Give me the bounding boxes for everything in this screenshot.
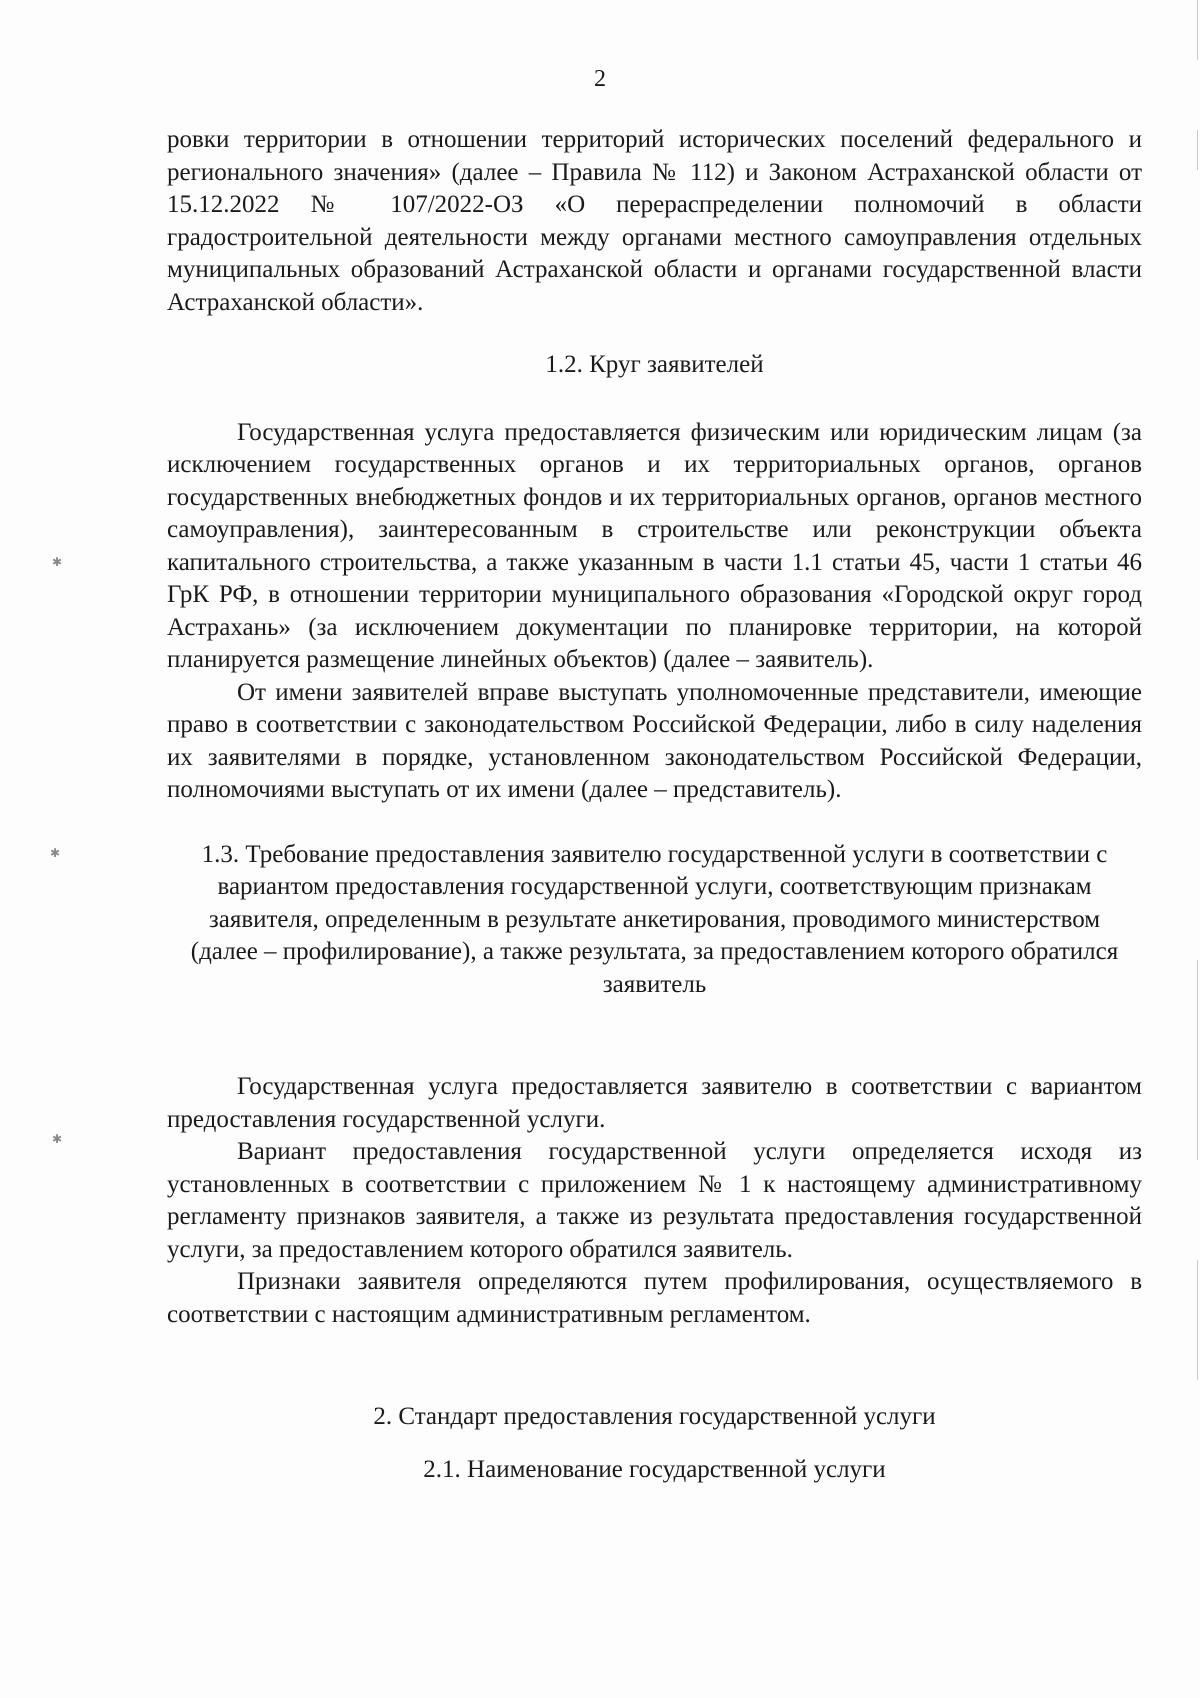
section-2-heading: 2. Стандарт предоставления государственной услуги xyxy=(373,1403,936,1430)
intro-paragraph: ровки территории в отношении территорий исторических поселений федерального и регионального значения» (далее – Правила № 112) и Законом Астраханской области от 15.12.2022 № 107/2022-ОЗ «О перераспределении полномочий в области градостроительной деятельности между органами местного самоуправления отдельных муниципальных образований Астраханской области и органами государственной власти Астраханской области». xyxy=(167,126,1142,316)
section-1-3-paragraph: Признаки заявителя определяются путем профилирования, осуществляемого в соответствии с настоящим административным регламентом. xyxy=(167,1268,1142,1328)
scan-speck: ✱ xyxy=(52,1132,63,1146)
scan-edge-line xyxy=(1197,0,1198,60)
section-1-2-heading: 1.2. Круг заявителей xyxy=(545,351,764,378)
section-1-2-paragraph: От имени заявителей вправе выступать уполномоченные представители, имеющие право в соответствии с законодательством Российской Федерации, либо в силу наделения их заявителями в порядке, установленном законодательством Российской Федерации, полномочиями выступать от их имени (далее – представитель). xyxy=(167,678,1142,803)
section-1-3-paragraph: Вариант предоставления государственной услуги определяется исходя из установленных в соответствии с приложением № 1 к настоящему административному регламенту признаков заявителя, а также из результата предоставления государственной услуги, за предоставлением которого обратился заявитель. xyxy=(167,1138,1142,1263)
section-1-3-heading: 1.3. Требование предоставления заявителю государственной услуги в соответствии с вариантом предоставления государственной услуги, соответствующим признакам заявителя, определенным в результате анкетирования, проводимого министерством (далее – профилирование), а также результата, за предоставлением которого обратился заявитель xyxy=(190,840,1119,998)
scan-edge-line xyxy=(1197,130,1198,170)
section-1-3-paragraph: Государственная услуга предоставляется заявителю в соответствии с вариантом предоставления государственной услуги. xyxy=(167,1073,1142,1133)
section-2-1-heading: 2.1. Наименование государственной услуги xyxy=(423,1455,886,1483)
document-body xyxy=(167,124,1142,1486)
scan-speck: ✱ xyxy=(50,846,61,860)
page-number: 2 xyxy=(594,66,606,92)
scan-edge-line xyxy=(1197,960,1198,1160)
scan-speck: ✱ xyxy=(52,555,63,569)
scan-edge-line xyxy=(1197,1260,1198,1380)
section-1-2-paragraph: Государственная услуга предоставляется физическим или юридическим лицам (за исключением государственных органов и их территориальных органов, органов государственных внебюджетных фондов и их территориальных органов, органов местного самоуправления), заинтересованным в строительстве или реконструкции объекта капитального строительства, а также указанным в части 1.1 статьи 45, части 1 статьи 46 ГрК РФ, в отношении территории муниципального образования «Городской округ город Астрахань» (за исключением документации по планировке территории, на которой планируется размещение линейных объектов) (далее – заявитель). xyxy=(167,418,1142,673)
